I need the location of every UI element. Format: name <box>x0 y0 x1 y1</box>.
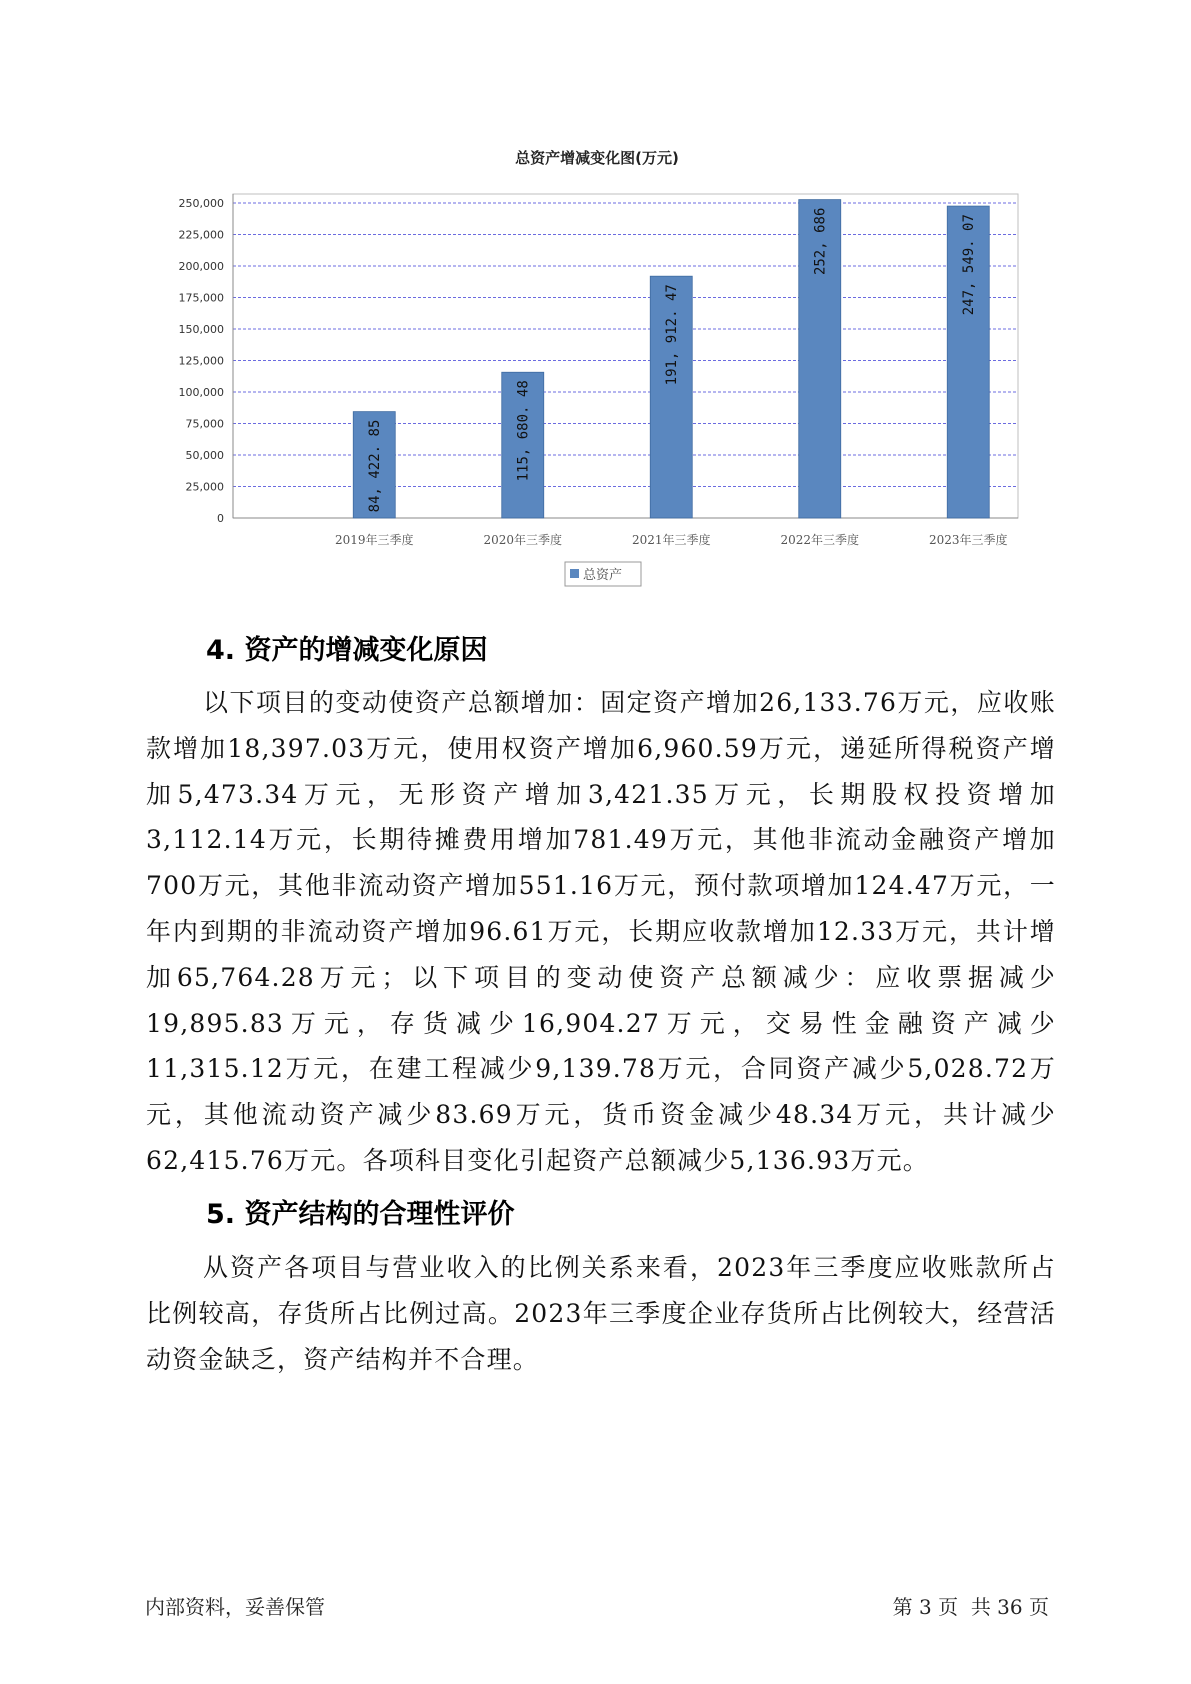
y-tick-label: 150,000 <box>178 323 224 336</box>
y-tick-label: 125,000 <box>178 354 224 368</box>
legend-swatch <box>570 569 579 578</box>
y-tick-label: 175,000 <box>178 291 224 305</box>
x-category-label: 2021年三季度 <box>631 533 711 547</box>
bar-value-label: 252, 686 <box>812 207 829 276</box>
chart-title: 总资产增减变化图(万元) <box>515 149 679 167</box>
x-category-label: 2022年三季度 <box>780 533 860 547</box>
section-5-paragraph: 从资产各项目与营业收入的比例关系来看，2023年三季度应收账款所占比例较高，存货所占比例过高。2023年三季度企业存货所占比例较大，经营活动资金缺乏，资产结构并不合理。 <box>146 1253 1056 1374</box>
section-4-paragraph: 以下项目的变动使资产总额增加：固定资产增加26,133.76万元，应收账款增加18,397.03万元，使用权资产增加6,960.59万元，递延所得税资产增加5,473.34万元，无形资产增加3,421.35万元，长期股权投资增加3,112.14万元，长期待摊费用增加781.49万元，其他非流动金融资产增加700万元，其他非流动资产增加551.16万元，预付款项增加124.47万元，一年内到期的非流动资产增加96.61万元，长期应收款增加12.33万元，共计增加65,764.28万元；以下项目的变动使资产总额减少：应收票据减少19,895.83万元，存货减少16,904.27万元，交易性金融资产减少11,315.12万元，在建工程减少9,139.78万元，合同资产减少5,028.72万元，其他流动资产减少83.69万元，货币资金减少48.34万元，共计减少62,415.76万元。各项科目变化引起资产总额减少5,136.93万元。 <box>146 688 1056 1175</box>
bar-value-label: 191, 912. 47 <box>664 284 681 386</box>
y-tick-label: 200,000 <box>178 260 224 273</box>
plot-frame <box>233 194 1018 518</box>
bar-value-label: 115, 680. 48 <box>515 380 532 482</box>
bar-value-label: 247, 549. 07 <box>961 214 978 316</box>
section-4-heading: 4. 资产的增减变化原因 <box>206 635 488 666</box>
total-assets-chart <box>0 0 1191 600</box>
x-category-label: 2023年三季度 <box>928 533 1008 547</box>
footer-page-number: 第 3 页 共 36 页 <box>892 1595 1049 1619</box>
legend-label: 总资产 <box>583 568 623 583</box>
x-category-label: 2020年三季度 <box>483 533 563 547</box>
section-5-heading: 5. 资产结构的合理性评价 <box>206 1199 515 1230</box>
chart-svg <box>0 0 1191 600</box>
y-tick-label: 100,000 <box>178 386 224 399</box>
y-tick-label: 50,000 <box>185 449 224 462</box>
x-category-label: 2019年三季度 <box>334 533 414 547</box>
y-tick-label: 25,000 <box>185 480 224 494</box>
y-tick-label: 250,000 <box>178 197 224 210</box>
y-tick-label: 225,000 <box>178 228 224 242</box>
y-tick-label: 75,000 <box>185 417 224 431</box>
bar-value-label: 84, 422. 85 <box>367 419 384 513</box>
footer-confidential-note: 内部资料，妥善保管 <box>145 1595 325 1619</box>
y-tick-label: 0 <box>217 512 224 525</box>
